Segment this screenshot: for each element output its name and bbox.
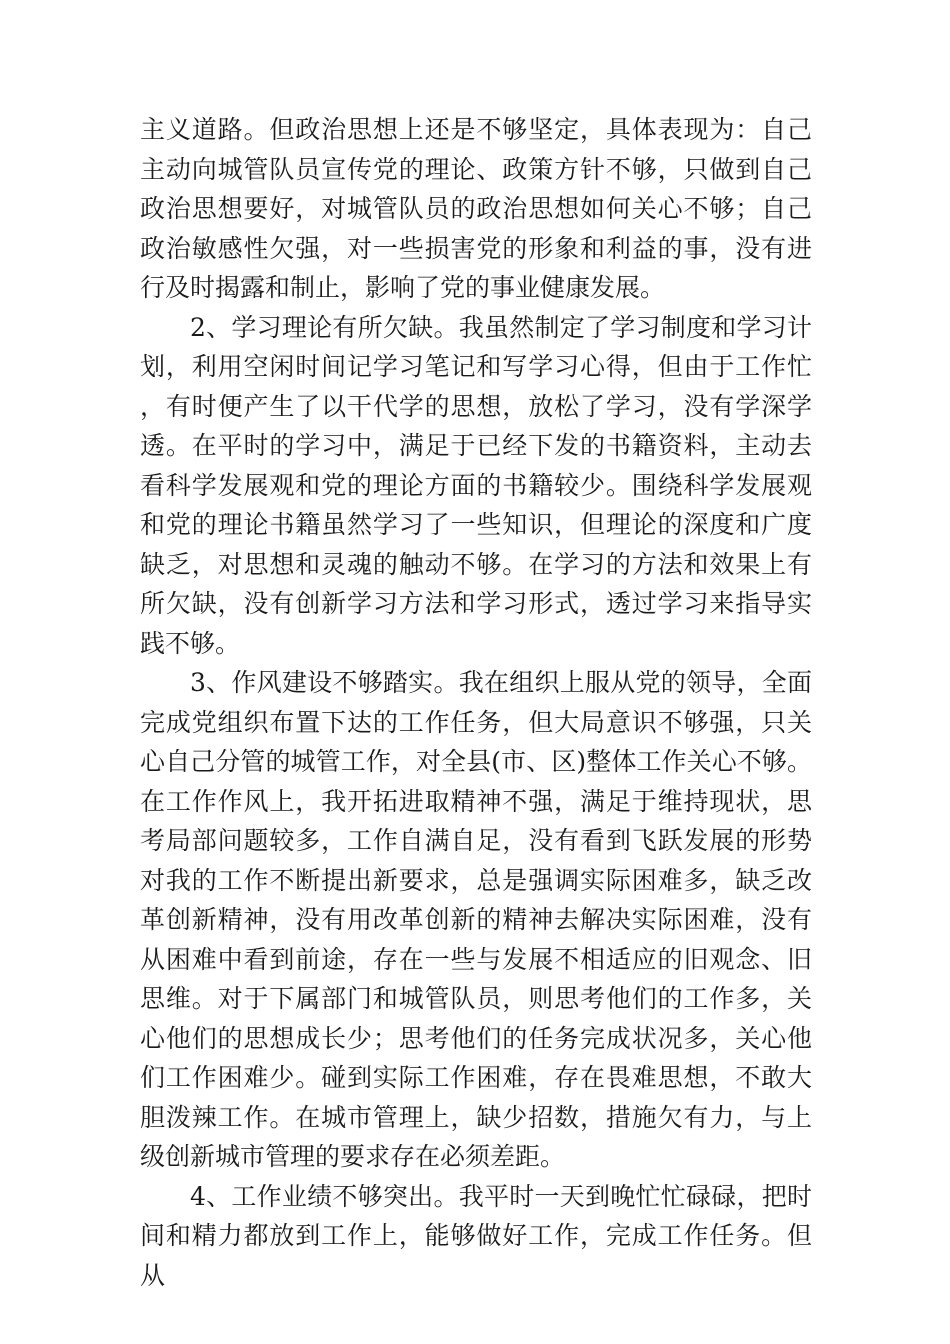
document-page [140,110,812,1295]
paragraph-3: 3、作风建设不够踏实。我在组织上服从党的领导，全面完成党组织布置下达的工作任务，但大局意识不够强，只关心自己分管的城管工作，对全县(市、区)整体工作关心不够。在工作作风上，我开拓进取精神不强，满足于维持现状，思考局部问题较多，工作自满自足，没有看到飞跃发展的形势对我的工作不断提出新要求，总是强调实际困难多，缺乏改革创新精神，没有用改革创新的精神去解决实际困难，没有从困难中看到前途，存在一些与发展不相适应的旧观念、旧思维。对于下属部门和城管队员，则思考他们的工作多，关心他们的思想成长少；思考他们的任务完成状况多，关心他们工作困难少。碰到实际工作困难，存在畏难思想，不敢大胆泼辣工作。在城市管理上，缺少招数，措施欠有力，与上级创新城市管理的要求存在必须差距。 [140,668,812,1171]
paragraph-2: 2、学习理论有所欠缺。我虽然制定了学习制度和学习计划，利用空闲时间记学习笔记和写学习心得，但由于工作忙，有时便产生了以干代学的思想，放松了学习，没有学深学透。在平时的学习中，满足于已经下发的书籍资料，主动去看科学发展观和党的理论方面的书籍较少。围绕科学发展观和党的理论书籍虽然学习了一些知识，但理论的深度和广度缺乏，对思想和灵魂的触动不够。在学习的方法和效果上有所欠缺，没有创新学习方法和学习形式，透过学习来指导实践不够。 [140,312,812,658]
paragraph-4: 4、工作业绩不够突出。我平时一天到晚忙忙碌碌，把时间和精力都放到工作上，能够做好工作，完成工作任务。但从 [140,1181,812,1290]
paragraph-1: 主义道路。但政治思想上还是不够坚定，具体表现为：自己主动向城管队员宣传党的理论、政策方针不够，只做到自己政治思想要好，对城管队员的政治思想如何关心不够；自己政治敏感性欠强，对一些损害党的形象和利益的事，没有进行及时揭露和制止，影响了党的事业健康发展。 [140,115,812,302]
